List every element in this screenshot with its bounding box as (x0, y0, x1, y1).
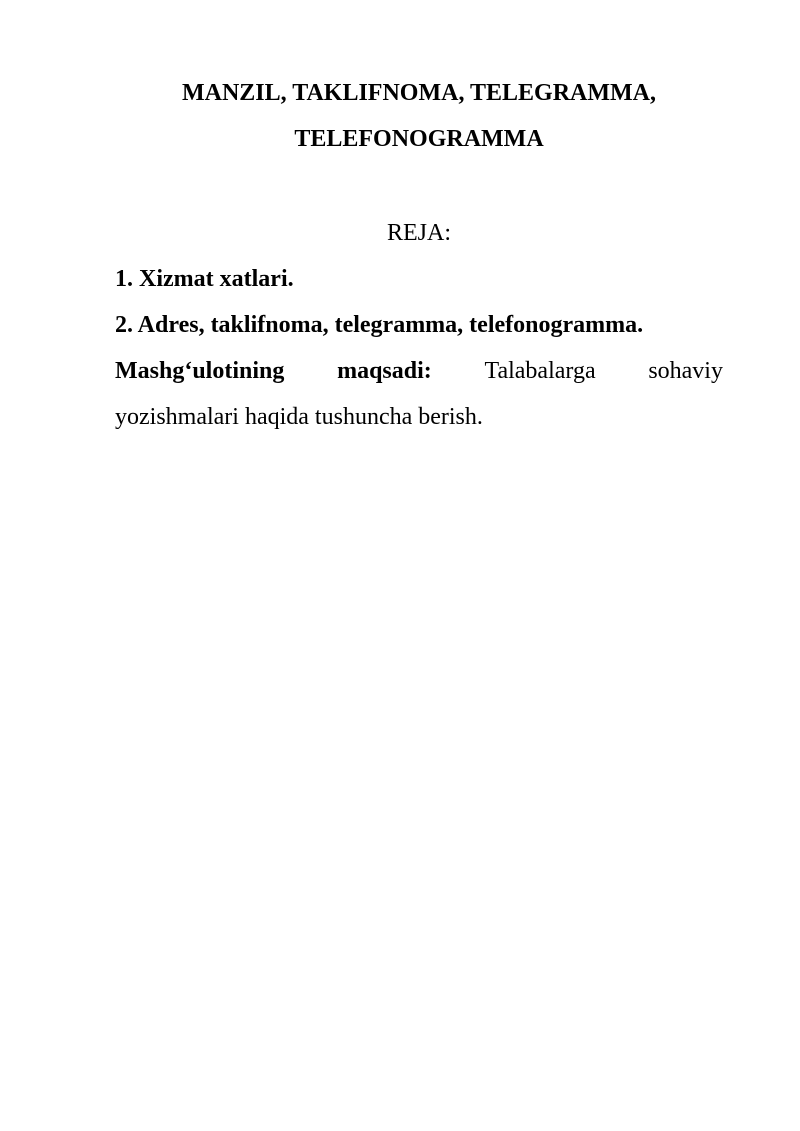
goal-line-2: yozishmalari haqida tushuncha berish. (115, 404, 483, 430)
plan-item-2: 2. Adres, taklifnoma, telegramma, telefonogramma. (115, 312, 644, 338)
lesson-goal-paragraph (115, 348, 723, 440)
title-line-2: TELEFONOGRAMMA (294, 126, 544, 152)
goal-label-word-1: Mashg‘ulotining (115, 358, 285, 384)
plan-item-1: 1. Xizmat xatlari. (115, 266, 294, 292)
goal-text-word-1: Talabalarga (484, 358, 596, 384)
title-line-1: MANZIL, TAKLIFNOMA, TELEGRAMMA, (181, 80, 657, 106)
goal-label-word-2: maqsadi: (337, 358, 432, 384)
document-title (115, 70, 723, 162)
goal-line-1 (115, 348, 723, 394)
goal-text-word-2: sohaviy (648, 358, 723, 384)
plan-heading: REJA: (386, 220, 451, 246)
plan-list (115, 256, 723, 348)
